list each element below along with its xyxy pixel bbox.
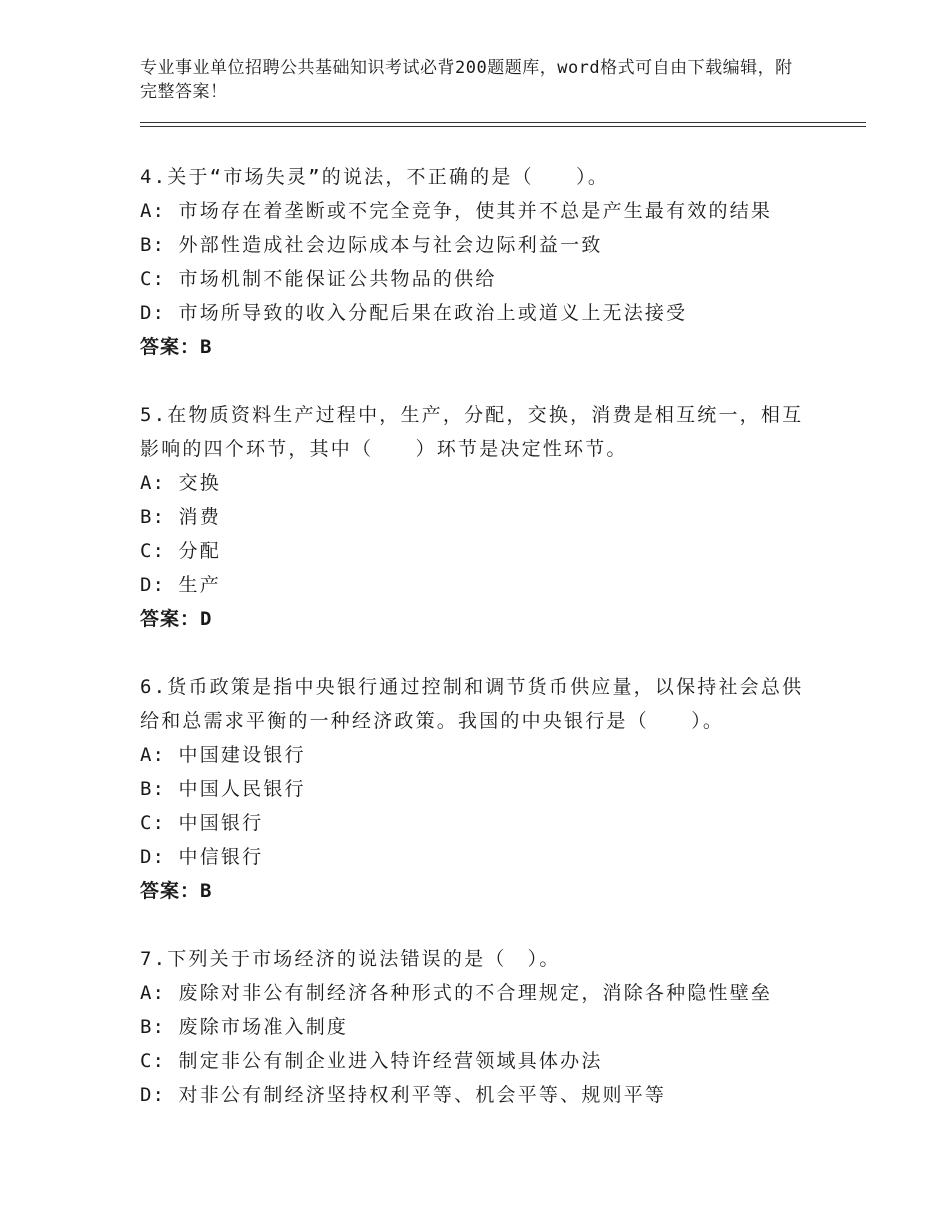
option-b	[140, 1010, 820, 1044]
option-letter: B:	[140, 234, 165, 256]
option-letter: D:	[140, 1084, 165, 1106]
question-stem: 4.关于“市场失灵”的说法，不正确的是（ ）。	[140, 166, 610, 188]
option-text: 对非公有制经济坚持权利平等、机会平等、规则平等	[178, 1084, 667, 1106]
option-letter: B:	[140, 1016, 165, 1038]
option-b	[140, 772, 820, 806]
option-a	[140, 194, 820, 228]
option-text: 废除对非公有制经济各种形式的不合理规定，消除各种隐性壁垒	[178, 982, 773, 1004]
option-letter: C:	[140, 812, 165, 834]
option-text: 中信银行	[178, 846, 264, 868]
option-text: 交换	[178, 472, 221, 494]
option-c	[140, 534, 820, 568]
option-text: 制定非公有制企业进入特许经营领域具体办法	[178, 1050, 603, 1072]
option-d	[140, 568, 820, 602]
option-letter: A:	[140, 472, 165, 494]
option-text: 中国人民银行	[178, 778, 306, 800]
question-stem: 5.在物质资料生产过程中，生产，分配，交换，消费是相互统一，相互影响的四个环节，其中（ ）环节是决定性环节。	[140, 404, 804, 460]
option-letter: A:	[140, 200, 165, 222]
option-letter: D:	[140, 574, 165, 596]
option-b	[140, 228, 820, 262]
option-d	[140, 1078, 820, 1112]
option-letter: C:	[140, 268, 165, 290]
answer-label: 答案：D	[140, 608, 213, 630]
question-6	[140, 670, 820, 908]
option-a	[140, 976, 820, 1010]
option-c	[140, 1044, 820, 1078]
question-list	[140, 160, 820, 1146]
question-4	[140, 160, 820, 364]
option-d	[140, 840, 820, 874]
option-text: 分配	[178, 540, 221, 562]
option-letter: D:	[140, 302, 165, 324]
option-text: 生产	[178, 574, 221, 596]
option-c	[140, 262, 820, 296]
option-letter: D:	[140, 846, 165, 868]
option-d	[140, 296, 820, 330]
option-text: 市场所导致的收入分配后果在政治上或道义上无法接受	[178, 302, 688, 324]
option-text: 市场机制不能保证公共物品的供给	[178, 268, 497, 290]
option-text: 市场存在着垄断或不完全竞争，使其并不总是产生最有效的结果	[178, 200, 773, 222]
question-stem: 7.下列关于市场经济的说法错误的是（ ）。	[140, 948, 561, 970]
answer-label: 答案：B	[140, 880, 213, 902]
option-letter: C:	[140, 540, 165, 562]
option-text: 消费	[178, 506, 221, 528]
option-letter: A:	[140, 744, 165, 766]
question-stem: 6.货币政策是指中央银行通过控制和调节货币供应量，以保持社会总供给和总需求平衡的一种经济政策。我国的中央银行是（ ）。	[140, 676, 804, 732]
answer-label: 答案：B	[140, 336, 213, 358]
option-a	[140, 738, 820, 772]
question-7	[140, 942, 820, 1112]
option-text: 中国建设银行	[178, 744, 306, 766]
header-divider-top	[140, 122, 866, 123]
header-divider-bottom	[140, 126, 866, 127]
option-letter: C:	[140, 1050, 165, 1072]
option-text: 废除市场准入制度	[178, 1016, 349, 1038]
option-letter: A:	[140, 982, 165, 1004]
document-header: 专业事业单位招聘公共基础知识考试必背200题题库，word格式可自由下载编辑，附完整答案！	[140, 58, 793, 102]
option-letter: B:	[140, 506, 165, 528]
option-text: 中国银行	[178, 812, 264, 834]
option-text: 外部性造成社会边际成本与社会边际利益一致	[178, 234, 603, 256]
option-a	[140, 466, 820, 500]
option-b	[140, 500, 820, 534]
option-c	[140, 806, 820, 840]
option-letter: B:	[140, 778, 165, 800]
question-5	[140, 398, 820, 636]
